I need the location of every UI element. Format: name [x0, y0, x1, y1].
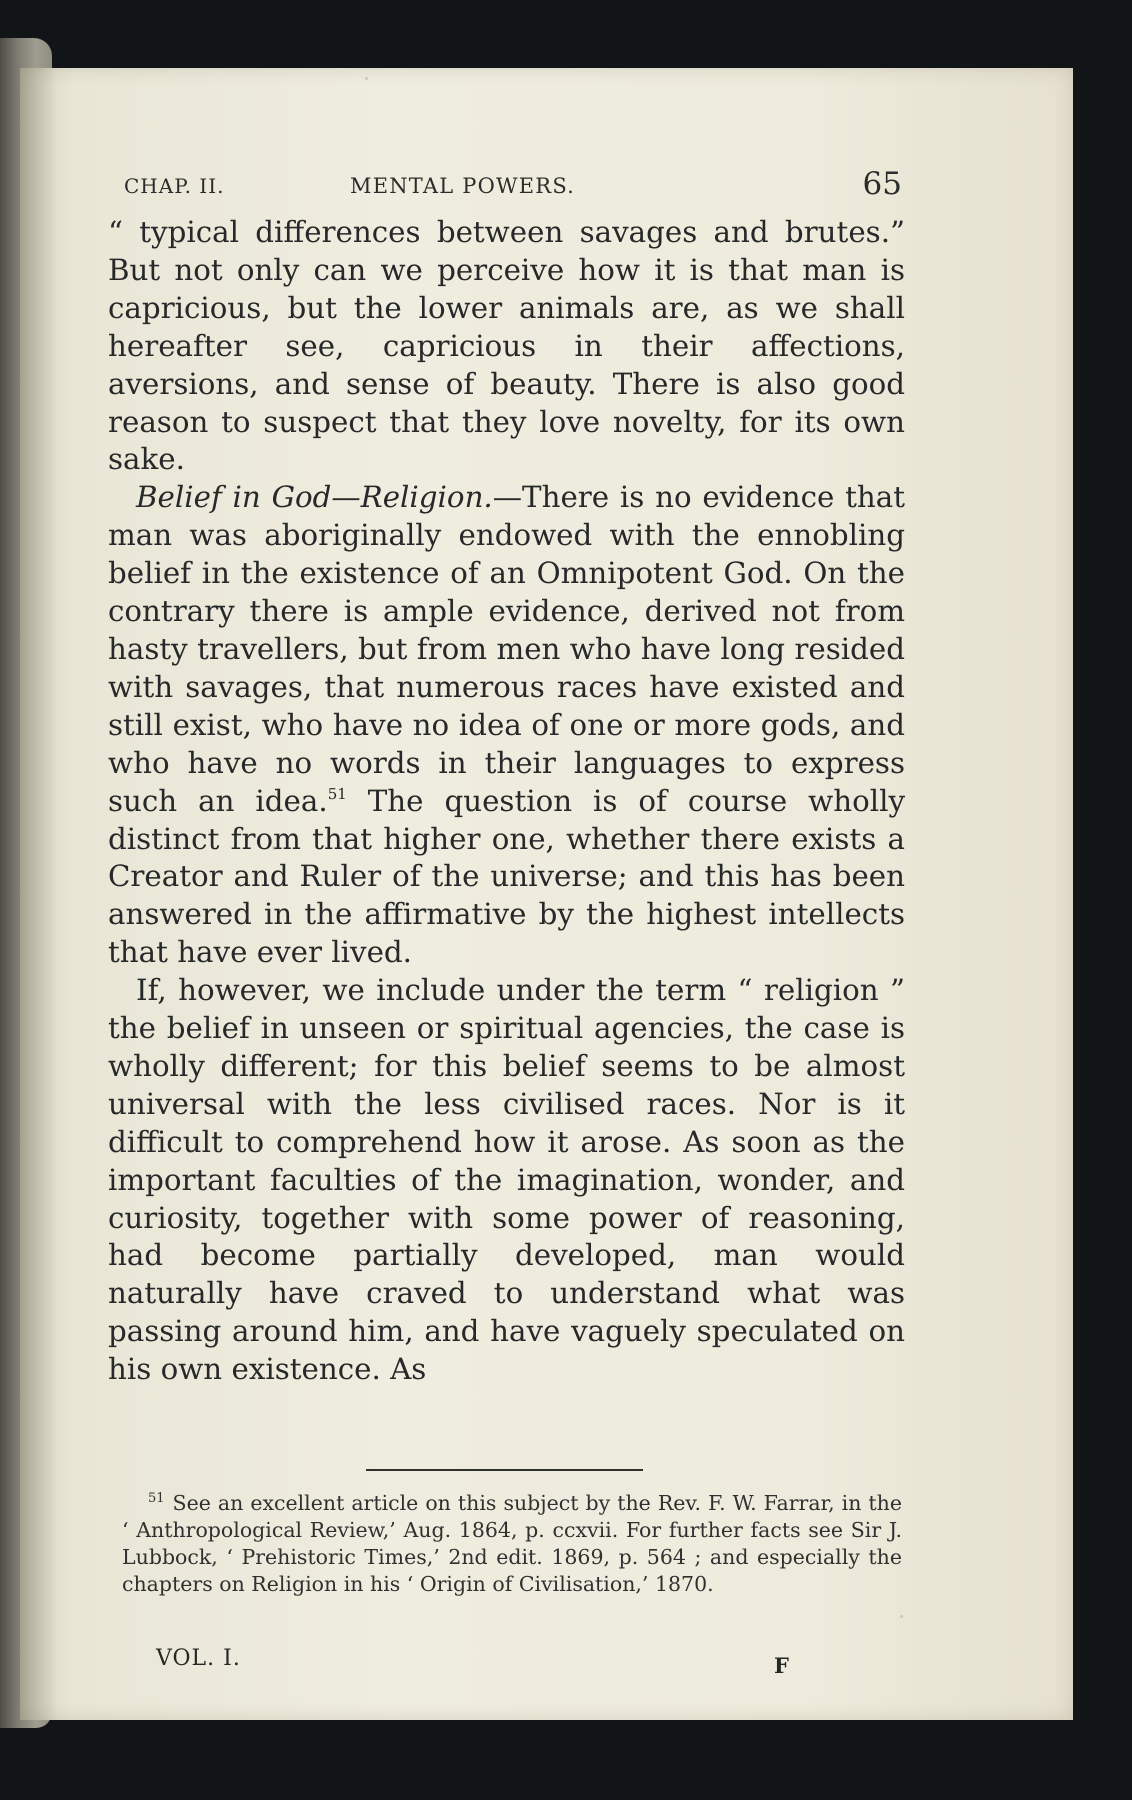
running-title: MENTAL POWERS.	[350, 174, 576, 198]
page-number: 65	[862, 166, 902, 202]
volume-signature: VOL. I.	[156, 1646, 241, 1671]
main-text	[108, 214, 905, 1434]
paragraph: “ typical differences between savages and brutes.” But not only can we perceive how it is that man is capricious, but the lower animals are, as we shall hereafter see, capricious in their affections, aversions, and sense of beauty. There is also good reason to suspect that they love novelty, for its own sake.	[108, 215, 905, 477]
footnote-text: See an excellent article on this subject by the Rev. F. W. Farrar, in the ‘ Anthropological Review,’ Aug. 1864, p. ccxvii. For further facts see Sir J. Lubbock, ‘ Prehistoric Times,’ 2nd edit. 1869, p. 564 ; and especially the chapters on Religion in his ‘ Origin of Civilisation,’ 1870.	[122, 1491, 902, 1596]
footnote-reference: 51	[327, 784, 347, 803]
gathering-signature: F	[774, 1653, 789, 1678]
paper-speck	[365, 77, 368, 80]
section-heading: Belief in God—Religion.	[136, 480, 493, 515]
footnote	[122, 1490, 902, 1622]
paragraph: If, however, we include under the term “ religion ” the belief in unseen or spiritual agencies, the case is wholly different; for this belief seems to be almost universal with the less civilised races. Nor is it difficult to comprehend how it arose. As soon as the important faculties of the imagination, wonder, and curiosity, together with some power of reasoning, had become partially developed, man would naturally have craved to understand what was passing around him, and have vaguely speculated on his own existence. As	[108, 973, 905, 1387]
book-page	[20, 68, 1073, 1720]
footnote-rule	[366, 1469, 643, 1471]
paragraph-text: The question is of course wholly distinct from that higher one, whether there exists a Creator and Ruler of the universe; and this has been answered in the affirmative by the highest intellects that have ever lived.	[108, 783, 905, 970]
chapter-label: CHAP. II.	[124, 174, 225, 198]
paragraph-text: —There is no evidence that man was aboriginally endowed with the ennobling belief in the existence of an Omnipotent God. On the contrary there is ample evidence, derived not from hasty travellers, but from men who have long resided with savages, that numerous races have existed and still exist, who have no idea of one or more gods, and who have no words in their languages to express such an idea.	[108, 480, 905, 818]
footnote-number: 51	[148, 1491, 165, 1506]
running-header	[110, 166, 902, 208]
paragraph	[108, 479, 905, 972]
